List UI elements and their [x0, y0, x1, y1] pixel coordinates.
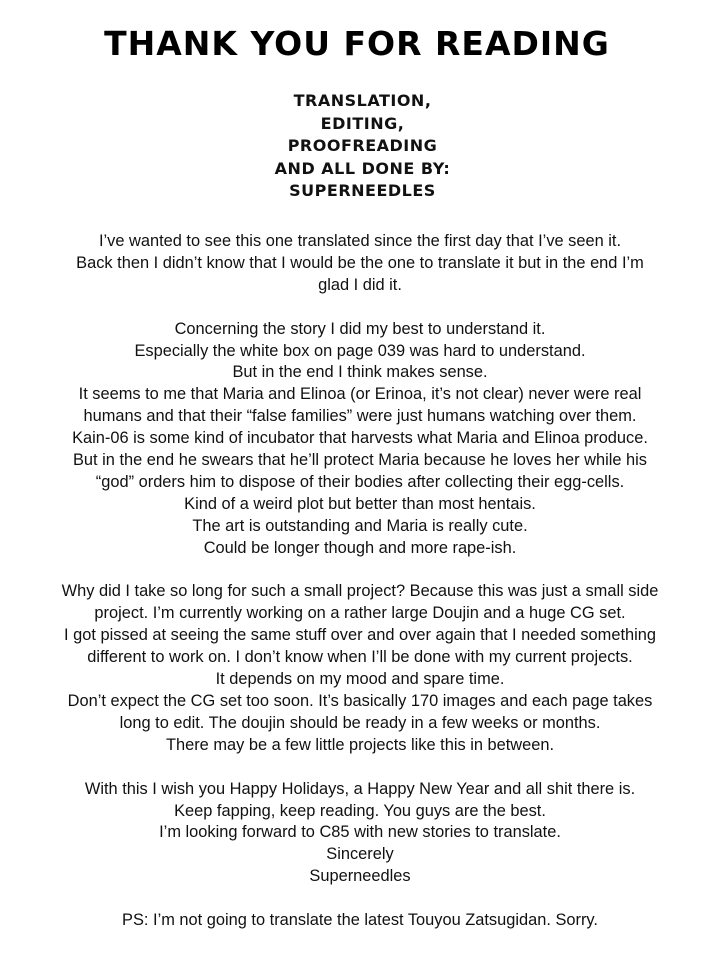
- text-line: Back then I didn’t know that I would be the one to translate it but in the end I’m: [76, 253, 644, 272]
- text-line: long to edit. The doujin should be ready in a few weeks or months.: [119, 713, 601, 732]
- text-line: There may be a few little projects like this in between.: [165, 735, 555, 754]
- text-line: With this I wish you Happy Holidays, a Happy New Year and all shit there is.: [84, 779, 636, 798]
- sign-off: Sincerely: [326, 845, 394, 864]
- text-line: Kind of a weird plot but better than most hentais.: [184, 494, 536, 513]
- text-line: Especially the white box on page 039 was hard to understand.: [134, 341, 586, 360]
- text-line: humans and that their “false families” were just humans watching over them.: [83, 407, 637, 426]
- text-line: I’ve wanted to see this one translated since the first day that I’ve seen it.: [98, 232, 622, 250]
- paragraph-story: [28, 319, 692, 560]
- page-title: THANK YOU FOR READING: [104, 24, 610, 63]
- message-body: [28, 231, 692, 932]
- text-line: I got pissed at seeing the same stuff over and over again that I needed something: [64, 626, 656, 645]
- credits-block: [0, 90, 720, 203]
- credit-line: TRANSLATION,: [293, 91, 432, 110]
- text-line: Keep fapping, keep reading. You guys are the best.: [174, 801, 546, 820]
- text-line: project. I’m currently working on a rather large Doujin and a huge CG set.: [94, 604, 626, 623]
- postscript: PS: I’m not going to translate the latest Touyou Zatsugidan. Sorry.: [122, 911, 598, 930]
- text-line: But in the end he swears that he’ll protect Maria because he loves her while his: [73, 451, 647, 470]
- credit-line: AND ALL DONE BY:: [274, 158, 451, 178]
- paragraph-projects: [28, 581, 692, 756]
- text-line: It depends on my mood and spare time.: [215, 670, 505, 689]
- text-line: It seems to me that Maria and Elinoa (or Erinoa, it’s not clear) never were real: [78, 385, 642, 404]
- text-line: different to work on. I don’t know when I’ll be done with my current projects.: [87, 648, 633, 667]
- text-line: The art is outstanding and Maria is really cute.: [192, 516, 528, 535]
- credit-line: PROOFREADING: [287, 136, 438, 155]
- paragraph-intro: [28, 231, 692, 297]
- text-line: Concerning the story I did my best to understand it.: [174, 319, 546, 338]
- signature: Superneedles: [309, 867, 411, 886]
- text-line: Why did I take so long for such a small project? Because this was just a small side: [61, 582, 659, 601]
- paragraph-closing: [28, 779, 692, 889]
- text-line: Could be longer though and more rape-ish.: [203, 538, 517, 557]
- text-line: Don’t expect the CG set too soon. It’s basically 170 images and each page takes: [67, 692, 653, 710]
- text-line: “god” orders him to dispose of their bodies after collecting their egg-cells.: [95, 472, 625, 491]
- text-line: glad I did it.: [318, 275, 402, 294]
- text-line: I’m looking forward to C85 with new stories to translate.: [159, 823, 561, 842]
- credit-line: EDITING,: [320, 113, 405, 133]
- text-line: Kain-06 is some kind of incubator that harvests what Maria and Elinoa produce.: [72, 429, 648, 448]
- credit-line: SUPERNEEDLES: [289, 181, 436, 200]
- text-line: But in the end I think makes sense.: [232, 363, 488, 382]
